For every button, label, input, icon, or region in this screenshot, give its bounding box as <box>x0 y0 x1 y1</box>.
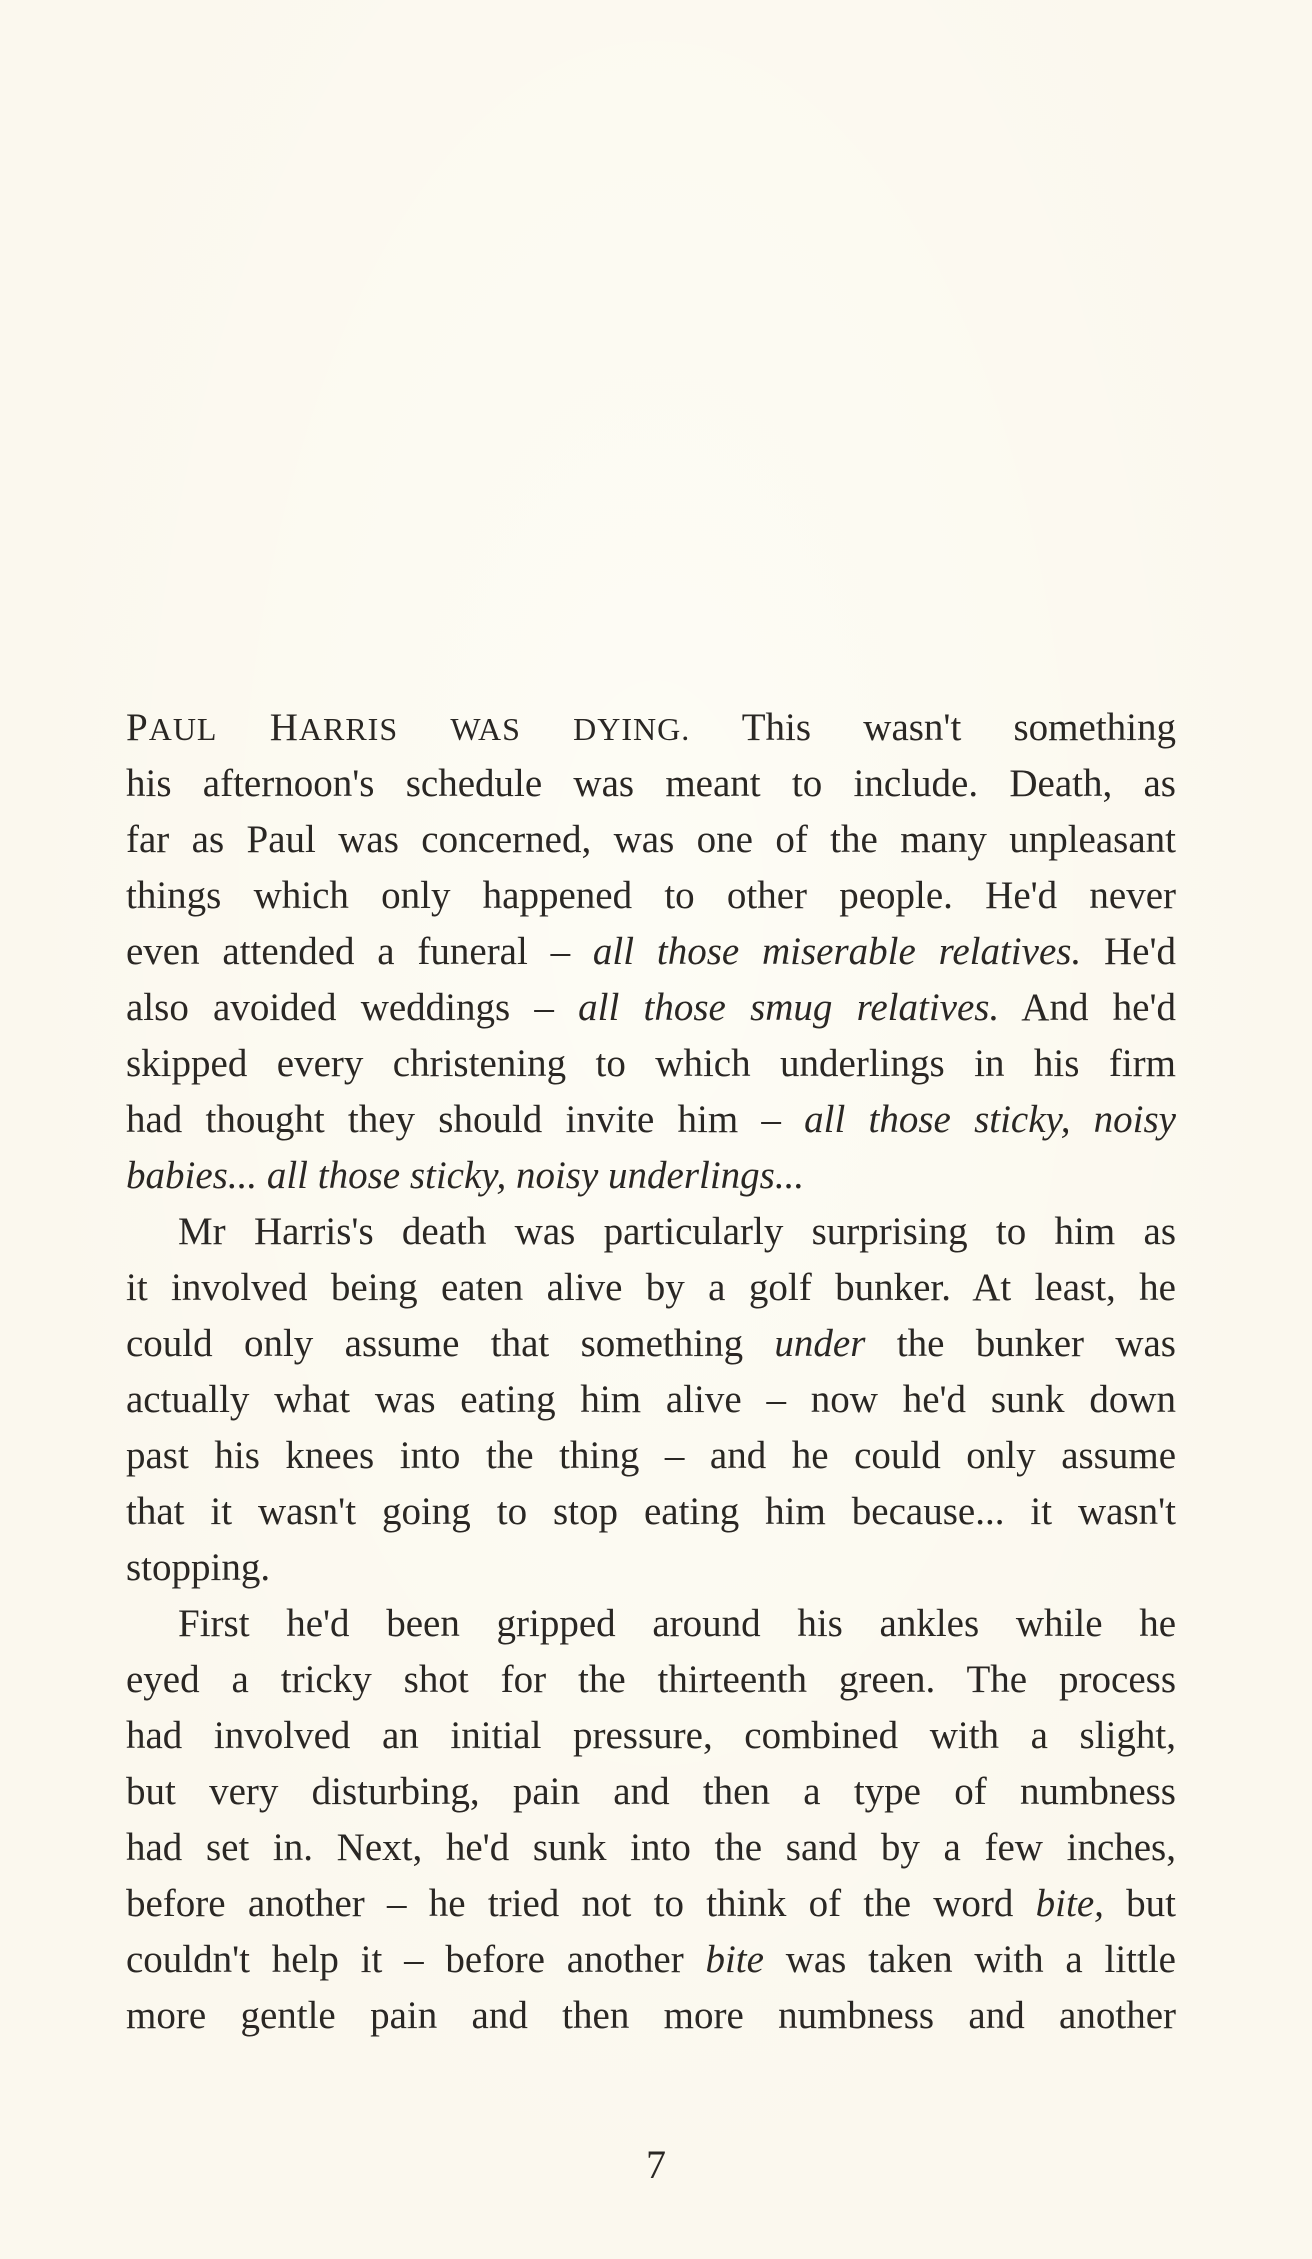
text-line-13: actually what was eating him alive – now he'd sunk down <box>126 1378 1176 1421</box>
text-line-22: before another – he tried not to think of the word bite, but <box>126 1882 1176 1925</box>
text-line-21: had set in. Next, he'd sunk into the sand by a few inches, <box>126 1826 1176 1869</box>
text-line-12: could only assume that something under the bunker was <box>126 1322 1176 1365</box>
text-line-16: stopping. <box>126 1546 271 1589</box>
text-line-7: skipped every christening to which underlings in his firm <box>126 1042 1176 1085</box>
text-line-6: also avoided weddings – all those smug relatives. And he'd <box>126 986 1176 1029</box>
text-line-1: PAUL HARRIS WAS DYING. This wasn't something <box>126 706 1176 749</box>
text-line-15: that it wasn't going to stop eating him because... it wasn't <box>126 1490 1176 1533</box>
opening-small-caps: PAUL HARRIS WAS DYING. <box>126 706 691 749</box>
text-line-17: First he'd been gripped around his ankles while he <box>178 1602 1176 1645</box>
page-number: 7 <box>646 2142 666 2187</box>
text-line-10: Mr Harris's death was particularly surprising to him as <box>178 1210 1176 1253</box>
text-line-23: couldn't help it – before another bite was taken with a little <box>126 1938 1176 1981</box>
text-line-4: things which only happened to other people. He'd never <box>126 874 1176 917</box>
text-line-11: it involved being eaten alive by a golf bunker. At least, he <box>126 1266 1176 1309</box>
text-line-5: even attended a funeral – all those miserable relatives. He'd <box>126 930 1176 973</box>
text-line-18: eyed a tricky shot for the thirteenth green. The process <box>126 1658 1176 1701</box>
text-line-24: more gentle pain and then more numbness and another <box>126 1994 1176 2037</box>
text-line-9: babies... all those sticky, noisy underlings... <box>126 1154 805 1197</box>
body-text <box>126 700 1176 2044</box>
text-line-8: had thought they should invite him – all those sticky, noisy <box>126 1098 1176 1141</box>
text-line-2: his afternoon's schedule was meant to include. Death, as <box>126 762 1176 805</box>
text-line-20: but very disturbing, pain and then a type of numbness <box>126 1770 1176 1813</box>
text-line-14: past his knees into the thing – and he could only assume <box>126 1434 1176 1477</box>
text-line-3: far as Paul was concerned, was one of the many unpleasant <box>126 818 1176 861</box>
text-line-19: had involved an initial pressure, combined with a slight, <box>126 1714 1176 1757</box>
